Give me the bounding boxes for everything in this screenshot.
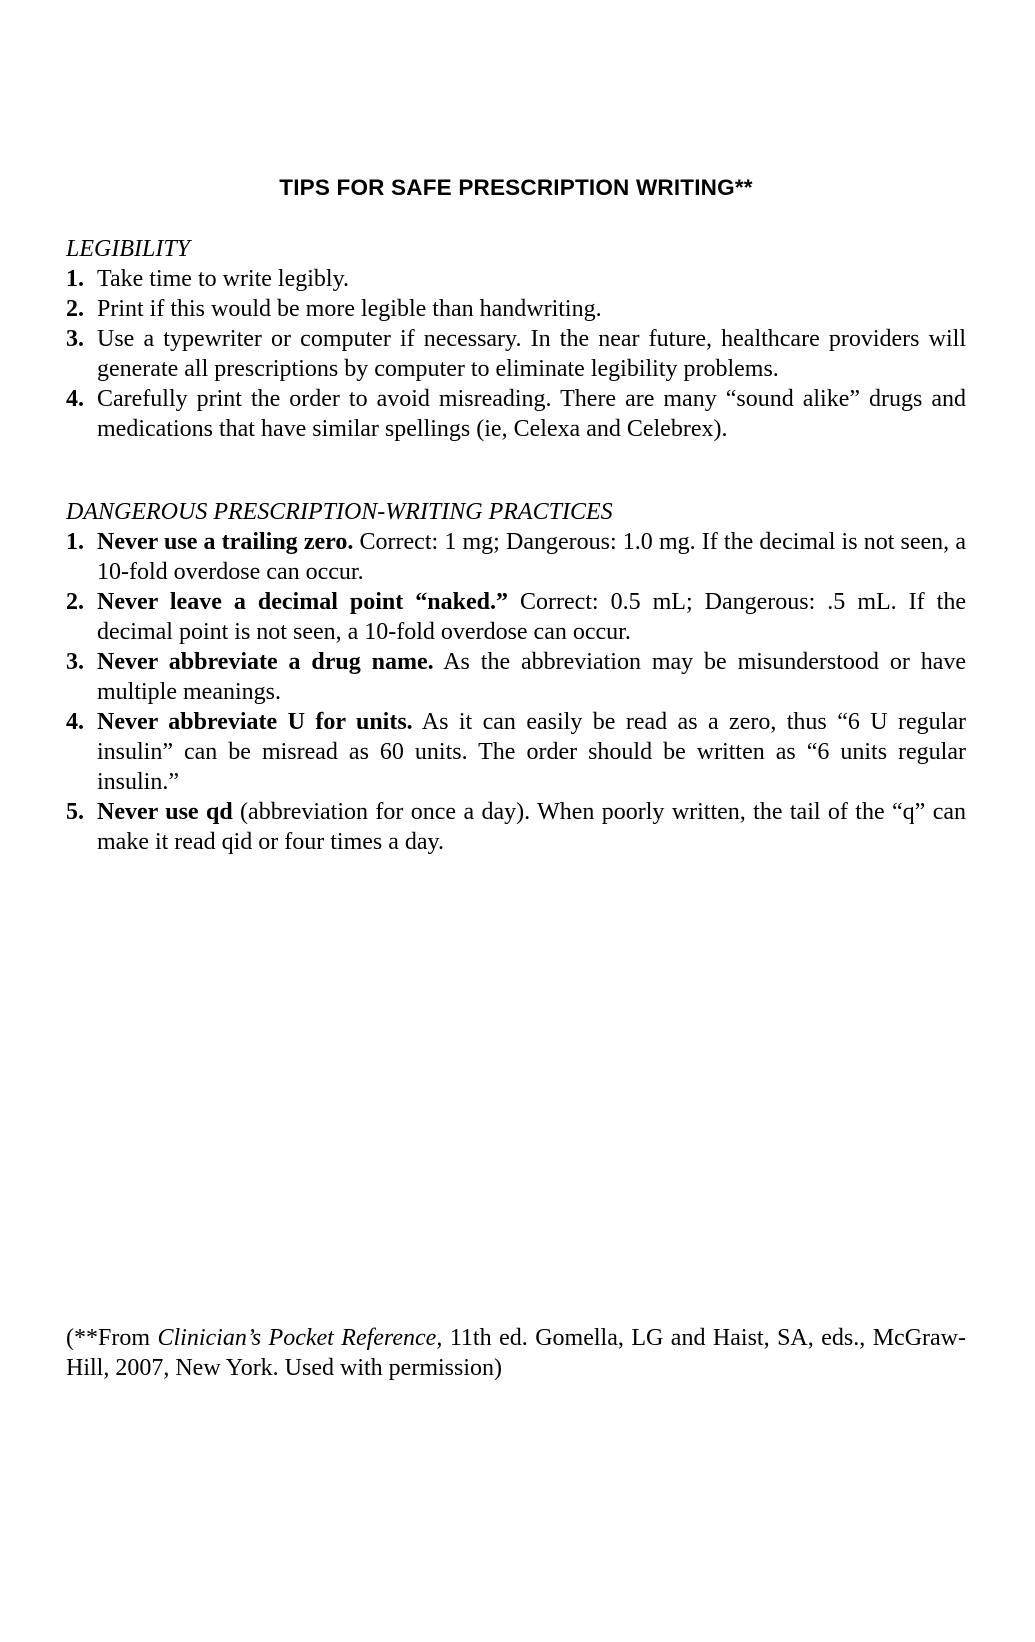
item-text: Print if this would be more legible than handwriting.: [97, 296, 602, 322]
list-item: [66, 647, 966, 707]
footnote-prefix: (**From: [66, 1325, 158, 1351]
item-lead: Never abbreviate a drug name.: [97, 649, 434, 675]
item-number: 3.: [66, 649, 84, 675]
list-item: [66, 384, 966, 444]
item-text: (abbreviation for once a day). When poorly written, the tail of the “q” can make it read qid or four times a day.: [97, 799, 966, 855]
dangerous-practices-list: [66, 527, 966, 857]
item-number: 1.: [66, 529, 84, 555]
item-text: Take time to write legibly.: [97, 266, 350, 292]
list-item: [66, 797, 966, 857]
footnote-suffix: 11th ed. Gomella, LG and Haist, SA, eds., McGraw-Hill, 2007, New York. Used with permission): [66, 1325, 966, 1381]
source-footnote: [66, 1323, 966, 1383]
item-text: Carefully print the order to avoid misreading. There are many “sound alike” drugs and medications that have similar spellings (ie, Celexa and Celebrex).: [97, 386, 966, 442]
item-number: 5.: [66, 799, 84, 825]
item-text: Correct: 1 mg; Dangerous: 1.0 mg. If the decimal is not seen, a 10-fold overdose can occur.: [97, 529, 967, 585]
item-text: As it can easily be read as a zero, thus “6 U regular insulin” can be misread as 60 units. The order should be written as “6 units regular insulin.”: [97, 709, 966, 795]
item-text: Use a typewriter or computer if necessary. In the near future, healthcare providers will generate all prescriptions by computer to eliminate legibility problems.: [97, 326, 966, 382]
item-lead: Never use a trailing zero.: [97, 529, 354, 555]
footnote-source-title: Clinician’s Pocket Reference,: [157, 1325, 443, 1351]
item-text: As the abbreviation may be misunderstood or have multiple meanings.: [97, 649, 967, 705]
section-heading: DANGEROUS PRESCRIPTION-WRITING PRACTICES: [66, 499, 613, 525]
list-item: [66, 324, 966, 384]
list-item: [66, 707, 966, 797]
list-item: [66, 264, 966, 294]
legibility-list: [66, 264, 966, 444]
item-number: 1.: [66, 266, 84, 292]
list-item: [66, 587, 966, 647]
item-number: 2.: [66, 296, 84, 322]
page-title: TIPS FOR SAFE PRESCRIPTION WRITING**: [279, 175, 753, 200]
list-item: [66, 527, 966, 587]
item-number: 4.: [66, 709, 84, 735]
item-text: Correct: 0.5 mL; Dangerous: .5 mL. If the decimal point is not seen, a 10-fold overdose can occur.: [97, 589, 966, 645]
section-dangerous-practices: [66, 497, 966, 857]
item-lead: Never use qd: [97, 799, 233, 825]
item-number: 4.: [66, 386, 84, 412]
item-number: 2.: [66, 589, 84, 615]
section-legibility: [66, 234, 966, 444]
list-item: [66, 294, 966, 324]
section-heading: LEGIBILITY: [66, 236, 191, 262]
item-lead: Never abbreviate U for units.: [97, 709, 413, 735]
item-lead: Never leave a decimal point “naked.”: [97, 589, 508, 615]
item-number: 3.: [66, 326, 84, 352]
